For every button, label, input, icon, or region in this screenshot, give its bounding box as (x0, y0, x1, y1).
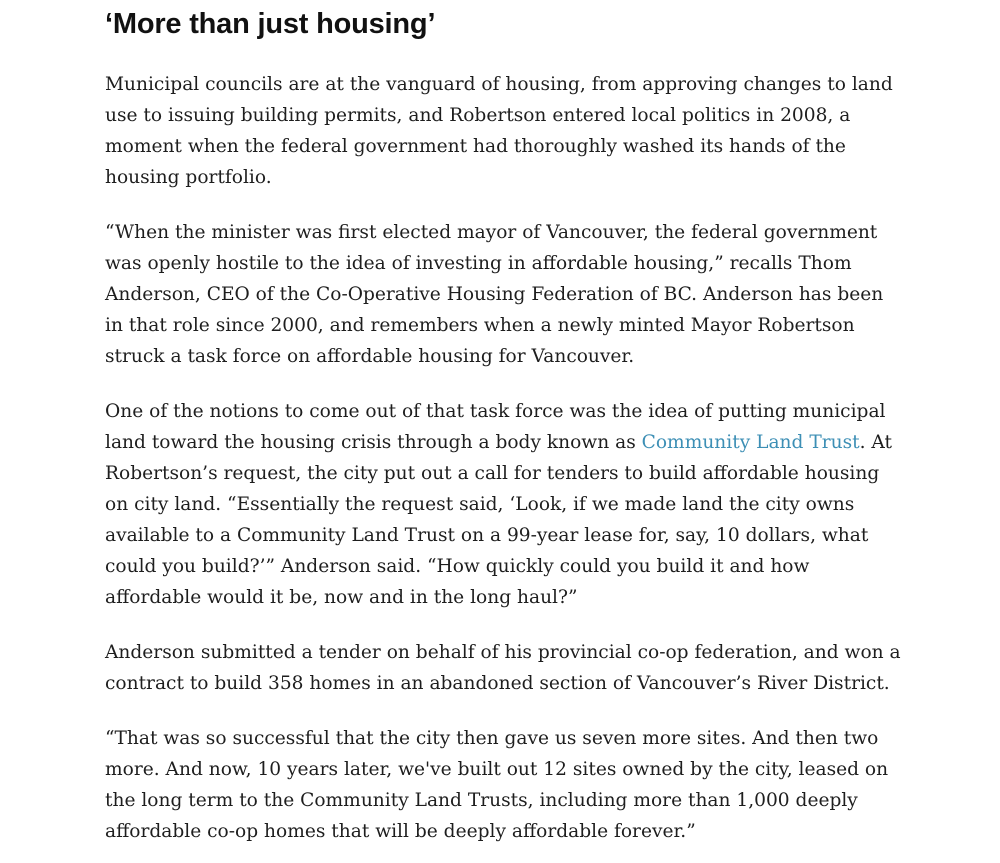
article-body (105, 0, 905, 847)
paragraph-5: “That was so successful that the city then gave us seven more sites. And then two more. And now, 10 years later, we've built out 12 sites owned by the city, leased on the long term to the Community Land Trusts, including more than 1,000 deeply affordable co-op homes that will be deeply affordable forever.” (105, 728, 889, 842)
paragraph-3 (105, 396, 905, 613)
community-land-trust-link[interactable]: Community Land Trust (641, 432, 860, 453)
paragraph-3-text-after: . At Robertson’s request, the city put out a call for tenders to build affordable housing on city land. “Essentially the request said, ‘Look, if we made land the city owns available to a Community Land Trust on a 99-year lease for, say, 10 dollars, what could you build?’” Anderson said. “How quickly could you build it and how affordable would it be, now and in the long haul?” (105, 432, 893, 608)
paragraph-4: Anderson submitted a tender on behalf of his provincial co-op federation, and won a contract to build 358 homes in an abandoned section of Vancouver’s River District. (105, 642, 901, 694)
section-heading: ‘More than just housing’ (105, 8, 436, 40)
paragraph-2: “When the minister was first elected mayor of Vancouver, the federal government was openly hostile to the idea of investing in affordable housing,” recalls Thom Anderson, CEO of the Co-Operative Housing Federation of BC. Anderson has been in that role since 2000, and remembers when a newly minted Mayor Robertson struck a task force on affordable housing for Vancouver. (105, 222, 884, 367)
paragraph-3-text-before: One of the notions to come out of that task force was the idea of putting municipal land toward the housing crisis through a body known as (105, 401, 886, 453)
paragraph-1: Municipal councils are at the vanguard of housing, from approving changes to land use to issuing building permits, and Robertson entered local politics in 2008, a moment when the federal government had thoroughly washed its hands of the housing portfolio. (105, 74, 893, 188)
